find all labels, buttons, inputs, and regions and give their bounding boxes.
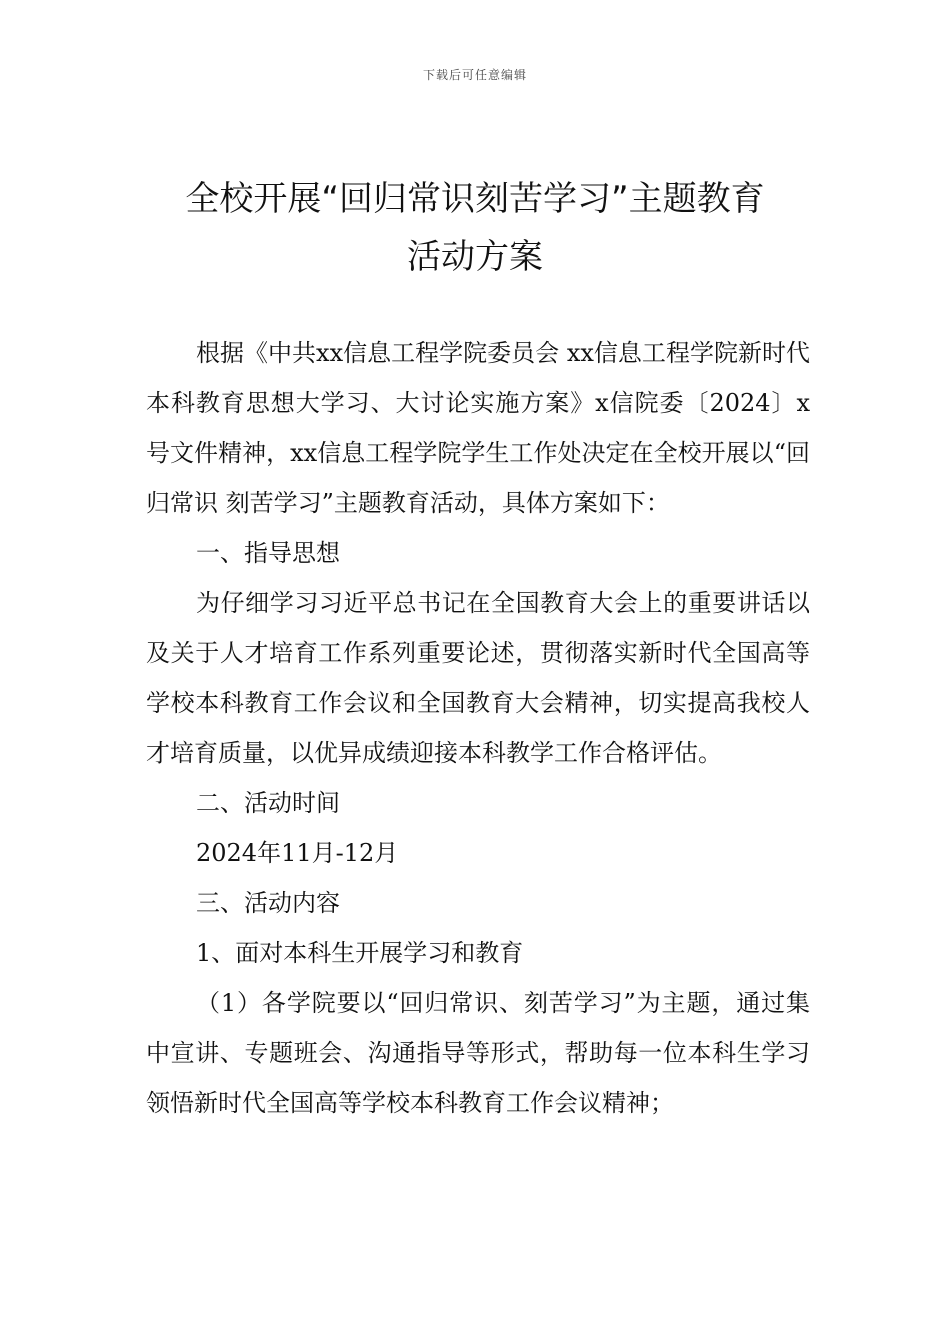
header-note: 下载后可任意编辑: [422, 68, 527, 82]
title-line-1: 全校开展“回归常识刻苦学习”主题教育: [185, 179, 765, 219]
section-heading-activity-time: 二、活动时间: [196, 789, 340, 817]
section-heading-activity-content: 三、活动内容: [196, 889, 340, 917]
paragraph-item-1: （1）各学院要以“回归常识、刻苦学习”为主题，通过集中宣讲、专题班会、沟通指导等形式，帮助每一位本科生学习领悟新时代全国高等学校本科教育工作会议精神；: [146, 989, 810, 1117]
title-line-2: 活动方案: [407, 237, 543, 277]
paragraph-intro: 根据《中共xx信息工程学院委员会 xx信息工程学院新时代本科教育思想大学习、大讨论实施方案》x信院委〔2024〕x号文件精神，xx信息工程学院学生工作处决定在全校开展以“回归常识 刻苦学习”主题教育活动，具体方案如下：: [146, 339, 810, 517]
subsection-heading-undergraduates: 1、面对本科生开展学习和教育: [196, 939, 524, 967]
paragraph-guiding-thought: 为仔细学习习近平总书记在全国教育大会上的重要讲话以及关于人才培育工作系列重要论述，贯彻落实新时代全国高等学校本科教育工作会议和全国教育大会精神，切实提高我校人才培育质量，以优异成绩迎接本科教学工作合格评估。: [146, 589, 810, 767]
paragraph-activity-time: 2024年11月-12月: [196, 839, 399, 867]
document-body: [146, 328, 810, 1128]
section-heading-guiding-thought: 一、指导思想: [196, 539, 340, 567]
document-title: [130, 170, 820, 286]
